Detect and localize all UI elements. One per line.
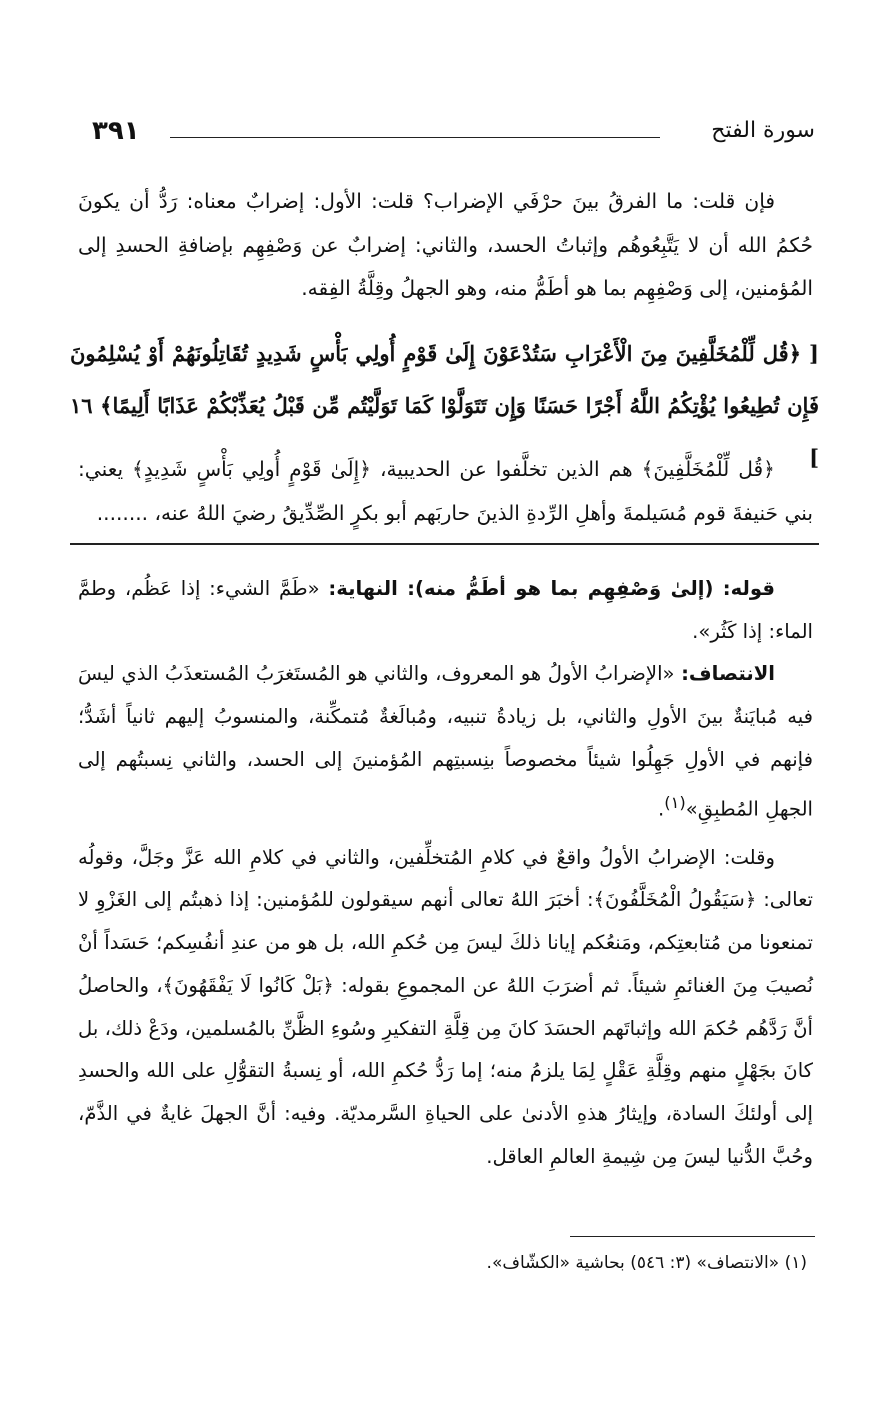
commentary-note-3: وقلت: الإضرابُ الأولُ واقعٌ في كلامِ المُتخلِّفين، والثاني في كلامِ الله عَزَّ وجَلَّ، وقولُه تعالى: ﴿سَيَقُولُ الْمُخَلَّفُونَ﴾: أخبَرَ اللهُ تعالى أنهم سيقولون للمُؤمنين: إذا ذهبتُم إلى الغَزْوِ لا تمنعونا من مُتابعتِكم، ومَنعُكم إيانا ذلكَ ليسَ مِن حُكمِ الله، بل هو من عندِ أنفُسِكم؛ حَسَداً أنْ نُصيبَ مِنَ الغنائمِ شيئاً. ثم أضرَبَ اللهُ عن المجموعِ بقوله: ﴿بَلْ كَانُوا لَا يَفْقَهُونَ﴾، والحاصلُ أنَّ رَدَّهُم حُكمَ الله وإثباتَهم الحسَدَ كانَ مِن قِلَّةِ التفكيرِ وسُوءِ الظَّنِّ بالمُسلمين، ودَعْ ذلك، بل كانَ بجَهْلٍ منهم وقِلَّةِ عَقْلٍ لِمَا يلزمُ منه؛ إما رَدُّ حُكمِ الله، أو نِسبةُ التقوُّلِ على الله والحسدِ إلى أولئكَ السادة، وإيثارُ هذهِ الأدنىٰ على الحياةِ السَّرمديّة. وفيه: أنَّ الجهلَ غايةٌ في الذَّمّ، وحُبَّ الدُّنيا ليسَ مِن شِيمةِ العالمِ العاقل.	[78, 845, 813, 1168]
section-divider	[70, 543, 819, 545]
surah-title: سورة الفتح	[711, 118, 815, 143]
page-header	[92, 118, 815, 158]
quran-verse-16: [ ﴿قُل لِّلْمُخَلَّفِينَ مِنَ الْأَعْرَابِ سَتُدْعَوْنَ إِلَىٰ قَوْمٍ أُولِي بَأْسٍ شَدِيدٍ تُقَاتِلُونَهُمْ أَوْ يُسْلِمُونَ فَإِن تُطِيعُوا يُؤْتِكُمُ اللَّهُ أَجْرًا حَسَنًا وَإِن تَتَوَلَّوْا كَمَا تَوَلَّيْتُم مِّن قَبْلُ يُعَذِّبْكُمْ عَذَابًا أَلِيمًا﴾ ١٦ ]	[70, 341, 819, 470]
commentary-note-2: الانتصاف: «الإضرابُ الأولُ هو المعروف، والثاني هو المُستَغرَبُ المُستعذَبُ الذي ليسَ فيه مُبايَنةٌ بينَ الأولِ والثاني، بل زيادةُ تنبيه، ومُبالَغةٌ مُتمكِّنة، والمنسوبُ إليهم ثانياً أشَدُّ؛ فإنهم في الأولِ جَهِلُوا شيئاً مخصوصاً بنِسبتِهم المُؤمنينَ إلى الحسد، والثاني نِسبتُهم إلى الجهلِ المُطبِقِ»$^{(١)}$.	[78, 662, 813, 821]
footnote: (١) «الانتصاف» (٣: ٥٤٦) بحاشية «الكشّاف».	[486, 1253, 807, 1273]
footnote-rule	[570, 1236, 815, 1237]
question-answer-text: فإن قلت: ما الفرقُ بينَ حرْفَي الإضراب؟ قلت: الأول: إضرابٌ معناه: رَدُّ أن يكونَ حُكمُ الله أن لا يَتَّبِعُوهُم وإثباتُ الحسد، والثاني: إضرابٌ عن وَصْفِهِم بإضافةِ الحسدِ إلى المُؤمنين، إلى وَصْفِهِم بما هو أطَمُّ منه، وهو الجهلُ وقِلَّةُ الفِقه.	[78, 189, 813, 300]
tafsir-paragraph-1	[78, 180, 813, 311]
tafsir-paragraph-2	[78, 448, 813, 535]
commentary-text-2: «الإضرابُ الأولُ هو المعروف، والثاني هو المُستَغرَبُ المُستعذَبُ الذي ليسَ فيه مُبايَنةٌ بينَ الأولِ والثاني، بل زيادةُ تنبيه، ومُبالَغةٌ مُتمكِّنة، والمنسوبُ إليهم ثانياً أشَدُّ؛ فإنهم في الأولِ جَهِلُوا شيئاً مخصوصاً بنِسبتِهم المُؤمنينَ إلى الحسد، والثاني نِسبتُهم إلى الجهلِ المُطبِقِ»	[78, 662, 813, 821]
page-number: ٣٩١	[92, 116, 140, 146]
commentary-note-1	[78, 568, 813, 653]
commentary-label-1: قوله: (إلىٰ وَصْفِهِم بما هو أطَمُّ منه): النهاية:	[328, 577, 775, 600]
commentary-section	[78, 568, 813, 1178]
verse-explanation: ﴿قُل لِّلْمُخَلَّفِينَ﴾ هم الذين تخلَّفوا عن الحديبية، ﴿إِلَىٰ قَوْمٍ أُولِي بَأْسٍ شَدِيدٍ﴾ يعني: بني حَنيفةَ قوم مُسَيلمةَ وأهلِ الرِّدةِ الذينَ حاربَهم أبو بكرٍ الصِّدِّيقُ رضيَ اللهُ عنه، ........	[78, 457, 813, 525]
footnote-reference: (١)	[664, 792, 686, 812]
commentary-text-1: «طَمَّ الشيء: إذا عَظُم، وطمَّ الماء: إذا كَثُر».	[78, 577, 813, 643]
header-rule	[170, 137, 660, 138]
commentary-label-2: الانتصاف:	[681, 662, 775, 686]
